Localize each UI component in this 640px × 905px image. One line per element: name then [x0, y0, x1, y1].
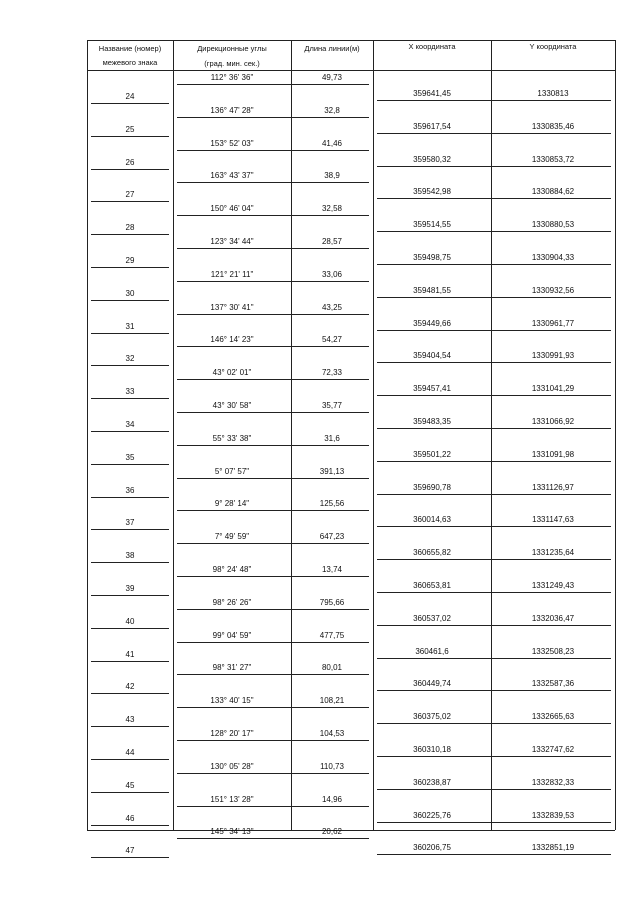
direction-angle-cell: 55° 33' 38": [212, 433, 252, 443]
direction-angle-cell: 43° 02' 01": [212, 368, 252, 378]
y-coordinate-cell: 1331091,98: [531, 449, 575, 459]
header-length: Длина линии(м): [304, 44, 360, 53]
row-divider: [91, 825, 169, 826]
row-divider: [377, 362, 611, 363]
x-coordinate-cell: 360655,82: [413, 548, 451, 558]
row-divider: [91, 431, 169, 432]
row-divider: [377, 494, 611, 495]
x-coordinate-cell: 360014,63: [413, 515, 451, 525]
direction-angle-cell: 150° 46' 04": [210, 204, 254, 214]
y-coordinate-cell: 1330961,77: [531, 318, 575, 328]
direction-angle-cell: 130° 05' 28": [210, 761, 254, 771]
line-length-cell: 104,53: [319, 729, 345, 738]
y-coordinate-cell: 1332747,62: [531, 745, 575, 754]
row-divider: [91, 857, 169, 858]
line-length-cell: 795,66: [319, 597, 345, 607]
row-divider: [177, 674, 369, 675]
y-coordinate-cell: 1330880,53: [531, 220, 575, 230]
x-coordinate-cell: 359542,98: [413, 187, 451, 197]
boundary-mark-name: 42: [125, 682, 135, 692]
direction-angle-cell: 123° 34' 44": [210, 237, 254, 246]
line-length-cell: 108,21: [319, 696, 345, 706]
x-coordinate-cell: 360310,18: [413, 745, 451, 754]
x-coordinate-cell: 360653,81: [413, 581, 451, 590]
line-length-cell: 14,96: [321, 794, 343, 804]
row-divider: [377, 854, 611, 855]
row-divider: [177, 642, 369, 643]
row-divider: [91, 693, 169, 694]
row-divider: [91, 103, 169, 104]
header-mark-line1: Название (номер): [98, 44, 162, 53]
row-divider: [377, 592, 611, 593]
line-length-cell: 41,46: [321, 138, 343, 148]
row-divider: [377, 330, 611, 331]
x-coordinate-cell: 360449,74: [413, 679, 451, 689]
row-divider: [91, 201, 169, 202]
direction-angle-cell: 112° 36' 36": [210, 73, 254, 82]
boundary-mark-name: 40: [125, 616, 135, 626]
boundary-mark-name: 47: [125, 846, 135, 856]
row-divider: [91, 464, 169, 465]
y-coordinate-cell: 1330835,46: [531, 121, 575, 131]
line-length-cell: 31,6: [324, 433, 340, 443]
row-divider: [377, 198, 611, 199]
direction-angle-cell: 145° 34' 13": [210, 827, 254, 837]
row-divider: [91, 562, 169, 563]
direction-angle-cell: 146° 14' 23": [210, 335, 254, 345]
line-length-cell: 35,77: [321, 401, 343, 410]
header-bottom-border: [87, 70, 615, 71]
boundary-mark-name: 26: [125, 157, 135, 167]
row-divider: [177, 576, 369, 577]
row-divider: [177, 379, 369, 380]
line-length-cell: 13,74: [321, 565, 343, 574]
header-angle-line1: Дирекционные углы: [197, 44, 267, 53]
x-coordinate-cell: 359641,45: [413, 89, 451, 98]
line-length-cell: 125,56: [319, 499, 345, 509]
y-coordinate-cell: 1331066,92: [531, 417, 575, 426]
table-top-border: [87, 40, 615, 41]
row-divider: [377, 231, 611, 232]
row-divider: [91, 792, 169, 793]
direction-angle-cell: 133° 40' 15": [210, 696, 254, 706]
y-coordinate-cell: 1332832,33: [531, 777, 575, 787]
boundary-mark-name: 30: [125, 288, 135, 298]
direction-angle-cell: 163° 43' 37": [210, 171, 254, 181]
y-coordinate-cell: 1331126,97: [532, 482, 574, 492]
row-divider: [91, 234, 169, 235]
row-divider: [377, 559, 611, 560]
boundary-mark-name: 31: [125, 321, 135, 331]
row-divider: [377, 822, 611, 823]
boundary-mark-name: 28: [125, 223, 135, 233]
row-divider: [377, 723, 611, 724]
direction-angle-cell: 151° 13' 28": [210, 794, 254, 804]
row-divider: [377, 264, 611, 265]
direction-angle-cell: 7° 49' 59": [214, 532, 250, 542]
direction-angle-cell: 136° 47' 28": [210, 105, 254, 115]
line-length-cell: 33,06: [321, 269, 343, 279]
x-coordinate-cell: 360537,02: [413, 613, 451, 623]
y-coordinate-cell: 1331235,64: [531, 548, 575, 558]
y-coordinate-cell: 1332036,47: [531, 613, 575, 623]
line-length-cell: 391,13: [319, 466, 345, 476]
row-divider: [91, 661, 169, 662]
y-coordinate-cell: 1331147,63: [532, 515, 574, 525]
boundary-mark-name: 37: [125, 518, 135, 528]
y-coordinate-cell: 1330813: [537, 89, 569, 98]
direction-angle-cell: 98° 26' 26": [212, 597, 252, 607]
row-divider: [377, 461, 611, 462]
direction-angle-cell: 9° 28' 14": [214, 499, 250, 509]
line-length-cell: 43,25: [321, 302, 343, 312]
row-divider: [377, 526, 611, 527]
row-divider: [91, 169, 169, 170]
x-coordinate-cell: 360238,87: [413, 777, 451, 787]
row-divider: [91, 529, 169, 530]
row-divider: [177, 84, 369, 85]
y-coordinate-cell: 1331041,29: [531, 384, 575, 394]
row-divider: [177, 314, 369, 315]
row-divider: [377, 658, 611, 659]
row-divider: [91, 365, 169, 366]
direction-angle-cell: 43° 30' 58": [212, 401, 252, 410]
boundary-mark-name: 36: [125, 485, 135, 495]
x-coordinate-cell: 360375,02: [413, 712, 451, 722]
line-length-cell: 32,8: [324, 105, 340, 115]
direction-angle-cell: 98° 31' 27": [212, 663, 252, 673]
x-coordinate-cell: 359690,78: [413, 482, 451, 492]
row-divider: [91, 726, 169, 727]
direction-angle-cell: 121° 21' 11": [210, 269, 254, 279]
line-length-cell: 28,57: [321, 237, 343, 246]
y-coordinate-cell: 1330853,72: [531, 154, 575, 164]
row-divider: [91, 300, 169, 301]
x-coordinate-cell: 359481,55: [413, 285, 451, 295]
boundary-mark-name: 35: [125, 452, 135, 462]
line-length-cell: 477,75: [319, 630, 345, 640]
row-divider: [177, 117, 369, 118]
line-length-cell: 647,23: [319, 532, 345, 542]
x-coordinate-cell: 360461,6: [415, 646, 449, 656]
y-coordinate-cell: 1332508,23: [531, 646, 575, 656]
x-coordinate-cell: 359617,54: [413, 121, 451, 131]
row-divider: [377, 166, 611, 167]
header-angle-line2: (град. мин. сек.): [204, 59, 260, 68]
y-coordinate-cell: 1332839,53: [531, 810, 575, 820]
row-divider: [377, 789, 611, 790]
direction-angle-cell: 153° 52' 03": [210, 138, 254, 148]
row-divider: [177, 740, 369, 741]
direction-angle-cell: 137° 30' 41": [210, 302, 254, 312]
boundary-mark-name: 34: [125, 420, 135, 429]
row-divider: [177, 412, 369, 413]
boundary-mark-name: 33: [125, 387, 135, 397]
boundary-mark-name: 43: [125, 715, 135, 725]
row-divider: [177, 215, 369, 216]
row-divider: [91, 267, 169, 268]
row-divider: [377, 297, 611, 298]
boundary-mark-name: 41: [125, 649, 135, 659]
line-length-cell: 20,62: [321, 827, 343, 837]
y-coordinate-cell: 1330932,56: [531, 285, 575, 295]
line-length-cell: 49,73: [321, 73, 343, 82]
header-mark-line2: межевого знака: [102, 58, 158, 67]
row-divider: [177, 806, 369, 807]
boundary-mark-name: 44: [125, 748, 135, 757]
header-y: Y координата: [529, 42, 577, 51]
boundary-mark-name: 27: [125, 190, 135, 200]
line-length-cell: 72,33: [321, 368, 343, 378]
boundary-mark-name: 39: [125, 584, 135, 593]
row-divider: [91, 398, 169, 399]
header-x: X координата: [408, 42, 456, 51]
row-divider: [91, 595, 169, 596]
y-coordinate-cell: 1330904,33: [531, 253, 575, 262]
row-divider: [377, 690, 611, 691]
boundary-mark-name: 45: [125, 780, 135, 790]
row-divider: [91, 497, 169, 498]
x-coordinate-cell: 359498,75: [413, 253, 451, 262]
x-coordinate-cell: 360206,75: [413, 843, 451, 853]
boundary-mark-name: 24: [125, 92, 135, 101]
y-coordinate-cell: 1332851,19: [531, 843, 575, 853]
row-divider: [177, 838, 369, 839]
row-divider: [177, 346, 369, 347]
line-length-cell: 54,27: [321, 335, 343, 345]
direction-angle-cell: 99° 04' 59": [212, 630, 252, 640]
boundary-mark-name: 32: [125, 354, 135, 364]
row-divider: [91, 628, 169, 629]
line-length-cell: 32,58: [321, 204, 343, 214]
boundary-mark-name: 29: [125, 256, 135, 265]
row-divider: [91, 759, 169, 760]
x-coordinate-cell: 359580,32: [413, 154, 451, 164]
row-divider: [177, 281, 369, 282]
row-divider: [377, 395, 611, 396]
boundary-mark-name: 46: [125, 813, 135, 823]
x-coordinate-cell: 359404,54: [413, 351, 451, 361]
x-coordinate-cell: 360225,76: [413, 810, 451, 820]
row-divider: [177, 510, 369, 511]
row-divider: [91, 333, 169, 334]
direction-angle-cell: 128° 20' 17": [210, 729, 254, 738]
direction-angle-cell: 5° 07' 57": [214, 466, 250, 476]
y-coordinate-cell: 1331249,43: [531, 581, 575, 590]
x-coordinate-cell: 359449,66: [413, 318, 451, 328]
x-coordinate-cell: 359483,35: [413, 417, 451, 426]
row-divider: [377, 100, 611, 101]
row-divider: [377, 756, 611, 757]
line-length-cell: 80,01: [321, 663, 343, 673]
direction-angle-cell: 98° 24' 48": [212, 565, 252, 574]
x-coordinate-cell: 359501,22: [413, 449, 451, 459]
row-divider: [377, 428, 611, 429]
row-divider: [177, 543, 369, 544]
row-divider: [177, 248, 369, 249]
row-divider: [177, 609, 369, 610]
y-coordinate-cell: 1330884,62: [531, 187, 575, 197]
x-coordinate-cell: 359514,55: [413, 220, 451, 230]
row-divider: [377, 133, 611, 134]
boundary-mark-name: 25: [125, 124, 135, 134]
row-divider: [91, 136, 169, 137]
column-border: [615, 40, 616, 830]
row-divider: [177, 707, 369, 708]
row-divider: [177, 773, 369, 774]
y-coordinate-cell: 1330991,93: [531, 351, 575, 361]
y-coordinate-cell: 1332665,63: [531, 712, 575, 722]
row-divider: [377, 625, 611, 626]
row-divider: [177, 150, 369, 151]
y-coordinate-cell: 1332587,36: [531, 679, 575, 689]
boundary-mark-name: 38: [125, 551, 135, 561]
row-divider: [177, 445, 369, 446]
line-length-cell: 110,73: [320, 761, 344, 771]
row-divider: [177, 182, 369, 183]
x-coordinate-cell: 359457,41: [413, 384, 451, 394]
line-length-cell: 38,9: [324, 171, 340, 181]
row-divider: [177, 478, 369, 479]
